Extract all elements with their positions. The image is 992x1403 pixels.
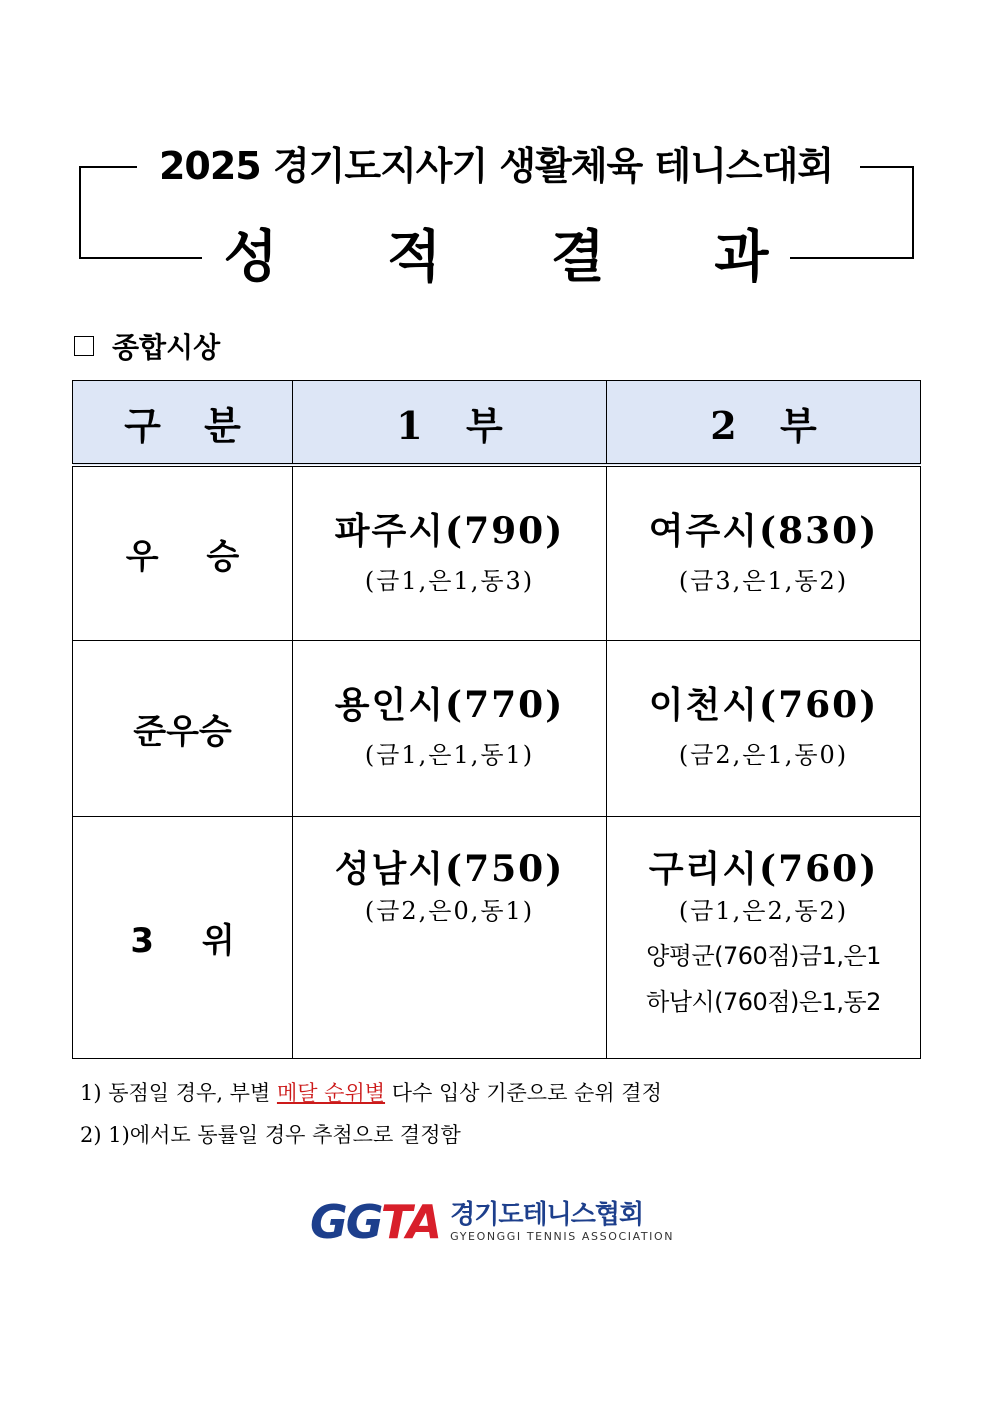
cell-runner-up-div1 [293,640,607,816]
city-score: 구리시(760) [648,847,879,890]
cell-third-div1 [293,816,607,1058]
results-table [72,380,921,1059]
city-score: 여주시(830) [648,510,879,552]
event-title: 2025 경기도지사기 생활체육 테니스대회 [0,140,992,192]
ggta-logo-icon: GGTA [310,1195,441,1249]
city-score: 이천시(760) [648,683,879,726]
medal-count: (금1,은1,동1) [364,740,535,769]
note-2: 2) 1)에서도 동률일 경우 추첨으로 결정함 [80,1123,461,1147]
logo-name-english: GYEONGGI TENNIS ASSOCIATION [450,1230,675,1243]
section-heading-text: 종합시상 [112,331,221,364]
logo-text [450,1200,674,1244]
medal-count: (금2,은1,동0) [678,740,849,769]
note-1: 1) 동점일 경우, 부별 메달 순위별 다수 입상 기준으로 순위 결정 [80,1081,662,1105]
checkbox-icon [74,336,94,356]
table-row-winner [73,465,921,640]
medal-count: (금1,은1,동3) [364,567,535,595]
city-score: 성남시(750) [334,847,565,890]
city-score: 용인시(770) [334,683,565,726]
medal-count: (금3,은1,동2) [678,567,849,595]
row-label-winner: 우 승 [73,465,293,640]
column-header-division-1: 1 부 [293,381,607,466]
table-row-runner-up [73,640,921,816]
row-label-third: 3 위 [73,816,293,1058]
tie-entry: 하남시(760점)은1,동2 [646,987,881,1016]
column-header-division-2: 2 부 [607,381,921,466]
cell-winner-div2 [607,465,921,640]
table-header-row [73,381,921,466]
note-highlight: 메달 순위별 [276,1081,386,1105]
medal-count: (금2,은0,동1) [364,896,535,925]
city-score: 파주시(790) [334,510,565,552]
results-title: 성 적 결 과 [0,222,992,294]
table-row-third [73,816,921,1058]
cell-runner-up-div2 [607,640,921,816]
logo-name-korean: 경기도테니스협회 [450,1200,644,1230]
cell-winner-div1 [293,465,607,640]
association-logo [310,1196,674,1248]
column-header-category: 구 분 [73,381,293,466]
tie-entry: 양평군(760점)금1,은1 [646,941,881,970]
row-label-runner-up: 준우승 [73,640,293,816]
cell-third-div2 [607,816,921,1058]
section-heading [74,326,220,366]
medal-count: (금1,은2,동2) [678,896,849,925]
